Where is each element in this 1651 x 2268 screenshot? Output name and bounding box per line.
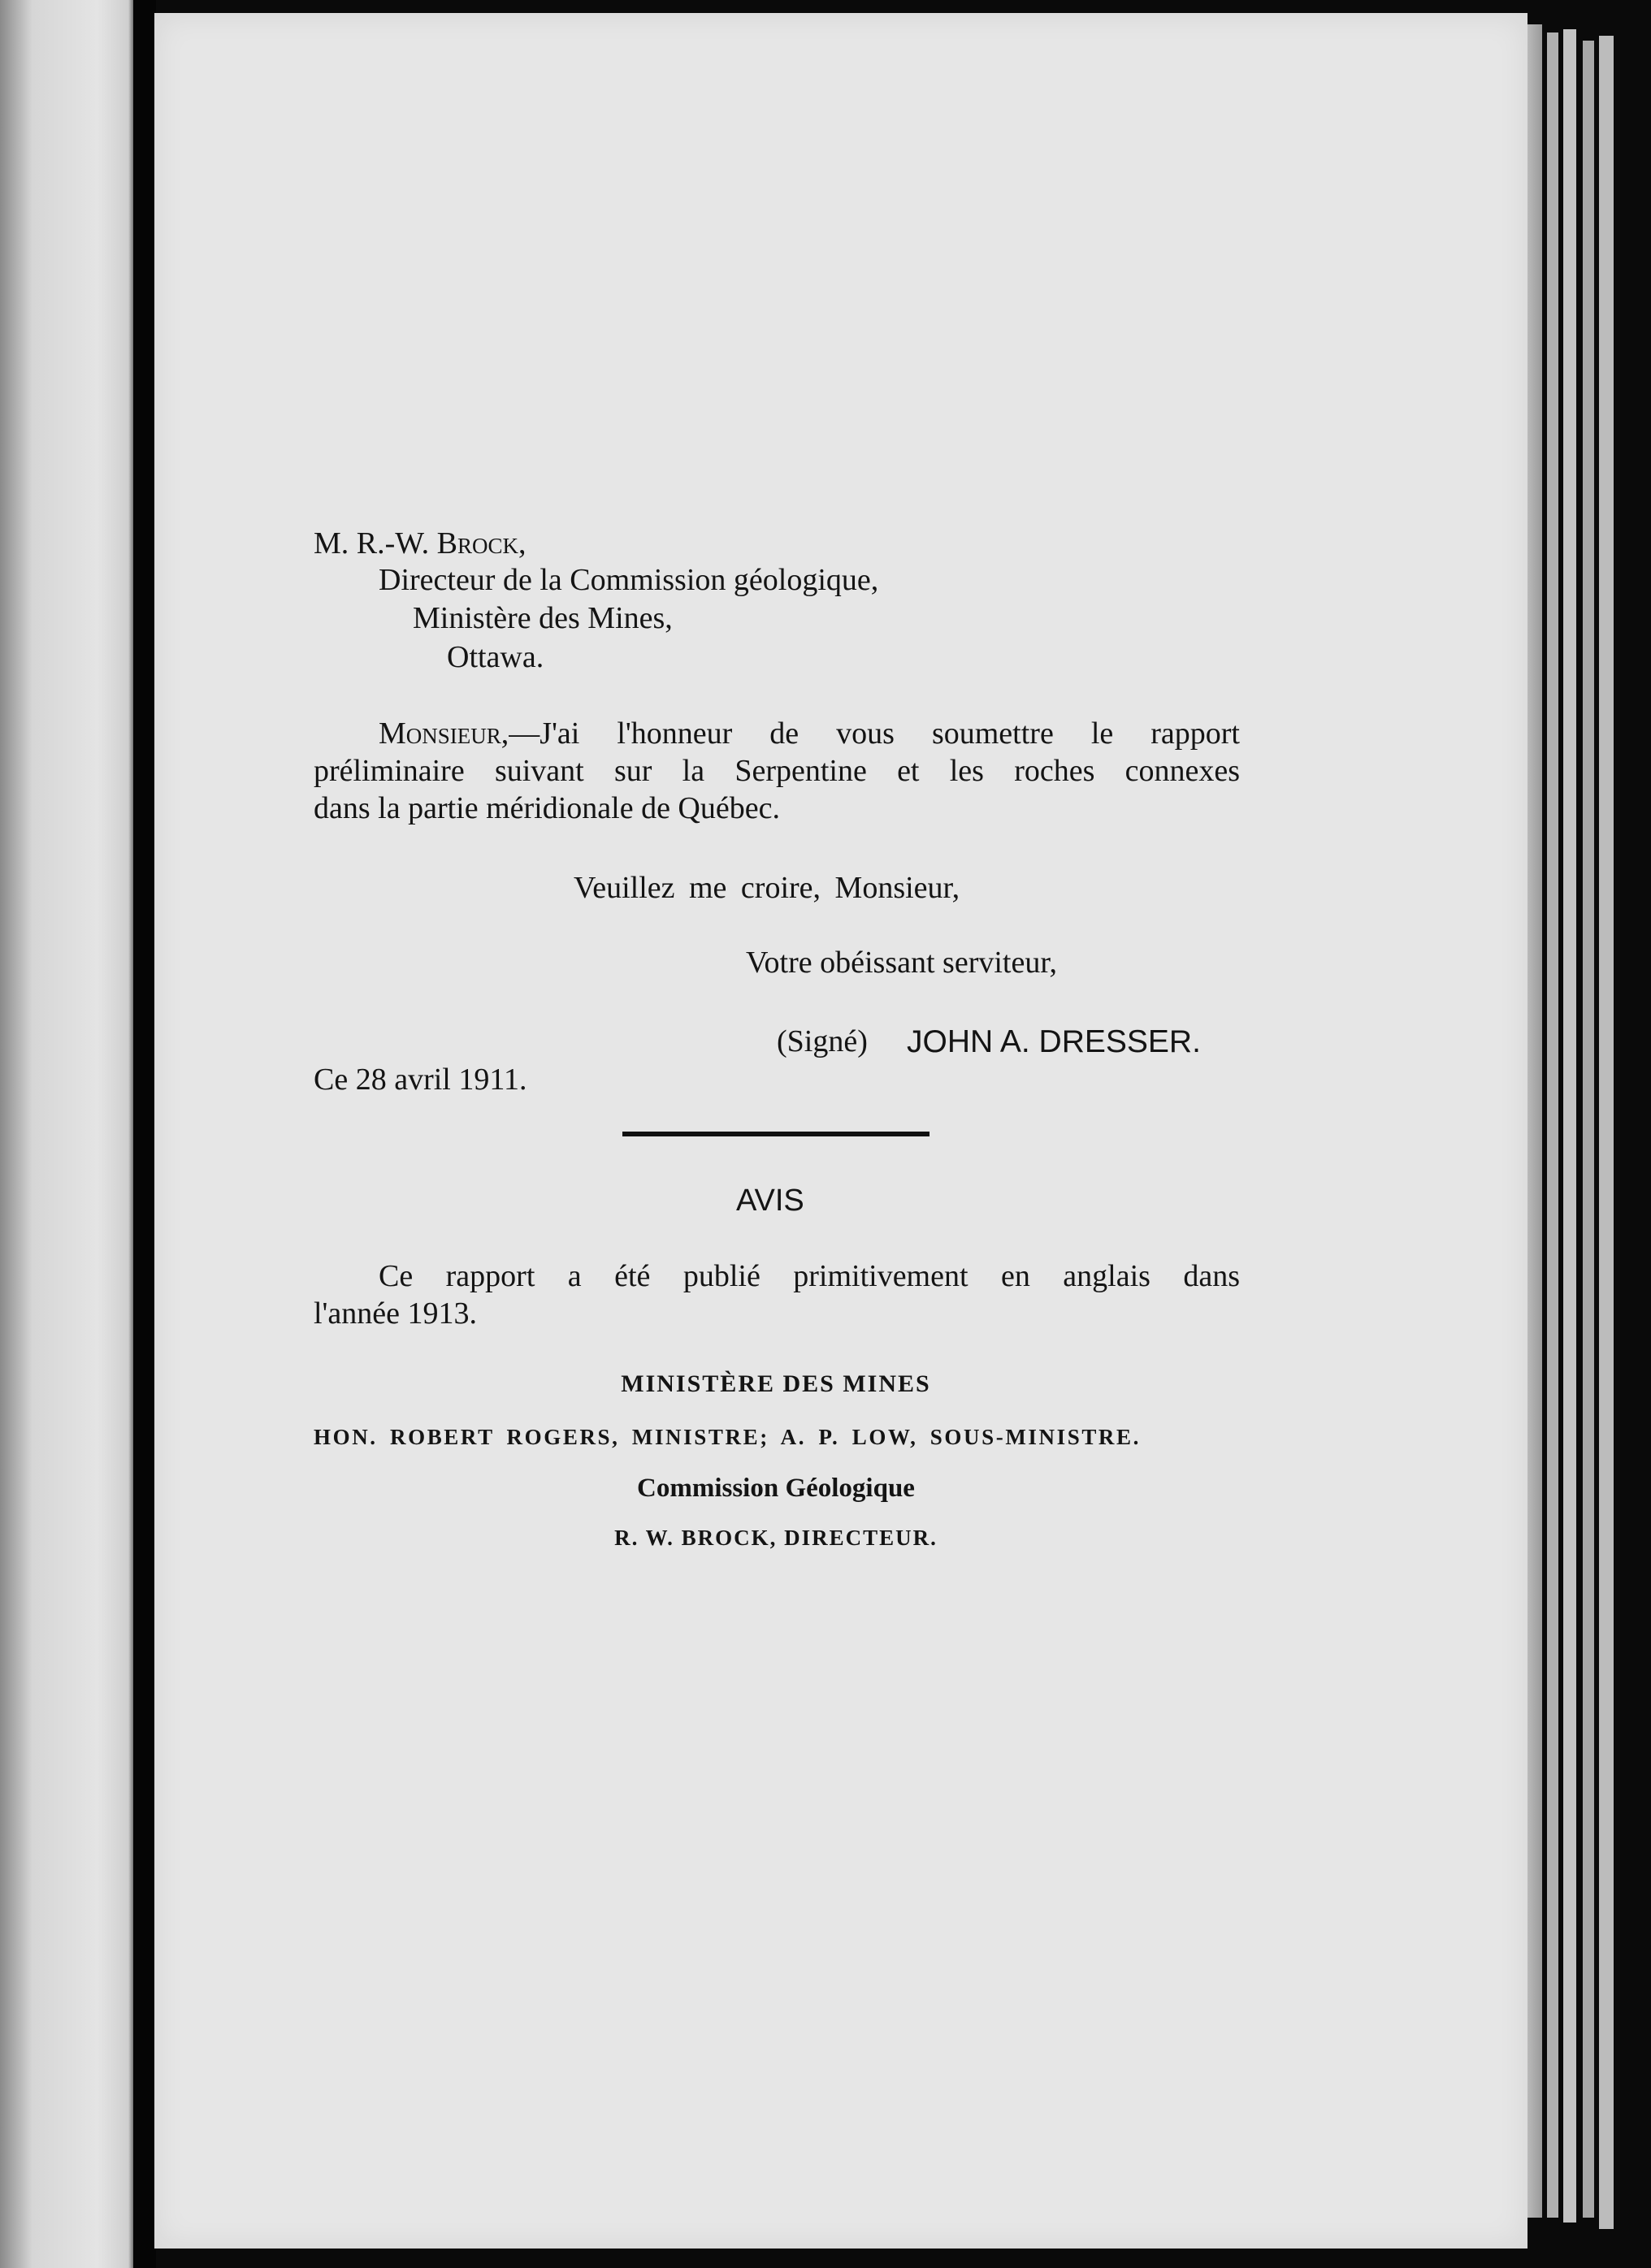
closing-line: Veuillez me croire, Monsieur, [574,871,960,905]
page-edge [1583,41,1594,2218]
letter-body-line-3: dans la partie méridionale de Québec. [314,791,780,825]
ministry-officials: HON. ROBERT ROGERS, MINISTRE; A. P. LOW, SOUS-MINISTRE. [314,1425,1141,1449]
letter-body [314,715,1240,827]
notice-body [314,1257,1240,1332]
signature-name: JOHN A. DRESSER. [907,1024,1201,1059]
addressee-name: M. R.-W. Brock, [314,526,526,561]
letter-date: Ce 28 avril 1911. [314,1063,527,1097]
notice-line-2: l'année 1913. [314,1296,478,1331]
letter-body-line-2: préliminaire suivant sur la Serpentine et les roches connexes [314,754,1240,788]
notice-line-1: Ce rapport a été publié primitivement en anglais dans [379,1259,1240,1293]
page-edge [1547,32,1558,2218]
addressee-city: Ottawa. [447,640,544,674]
book-page [154,13,1528,2249]
signature-prefix: (Signé) [777,1024,868,1058]
closing-line-2: Votre obéissant serviteur, [746,946,1057,980]
letter-body-line-1 [314,715,1240,752]
page-edge [1599,36,1614,2229]
book-gutter [133,0,156,2268]
notice-heading: AVIS [736,1184,804,1218]
left-page-edge [0,0,136,2268]
page-edge [1526,24,1542,2218]
salutation: Monsieur, [379,716,509,751]
addressee-title: Directeur de la Commission géologique, [379,563,879,597]
separator-rule [622,1132,930,1136]
ministry-title: MINISTÈRE DES MINES [621,1370,931,1397]
commission-name: Commission Géologique [637,1474,915,1503]
body-line-1-text: —J'ai l'honneur de vous soumettre le rapport [509,716,1240,751]
page-edge [1563,29,1576,2223]
addressee-ministry: Ministère des Mines, [413,601,673,635]
commission-director: R. W. BROCK, DIRECTEUR. [614,1526,938,1550]
